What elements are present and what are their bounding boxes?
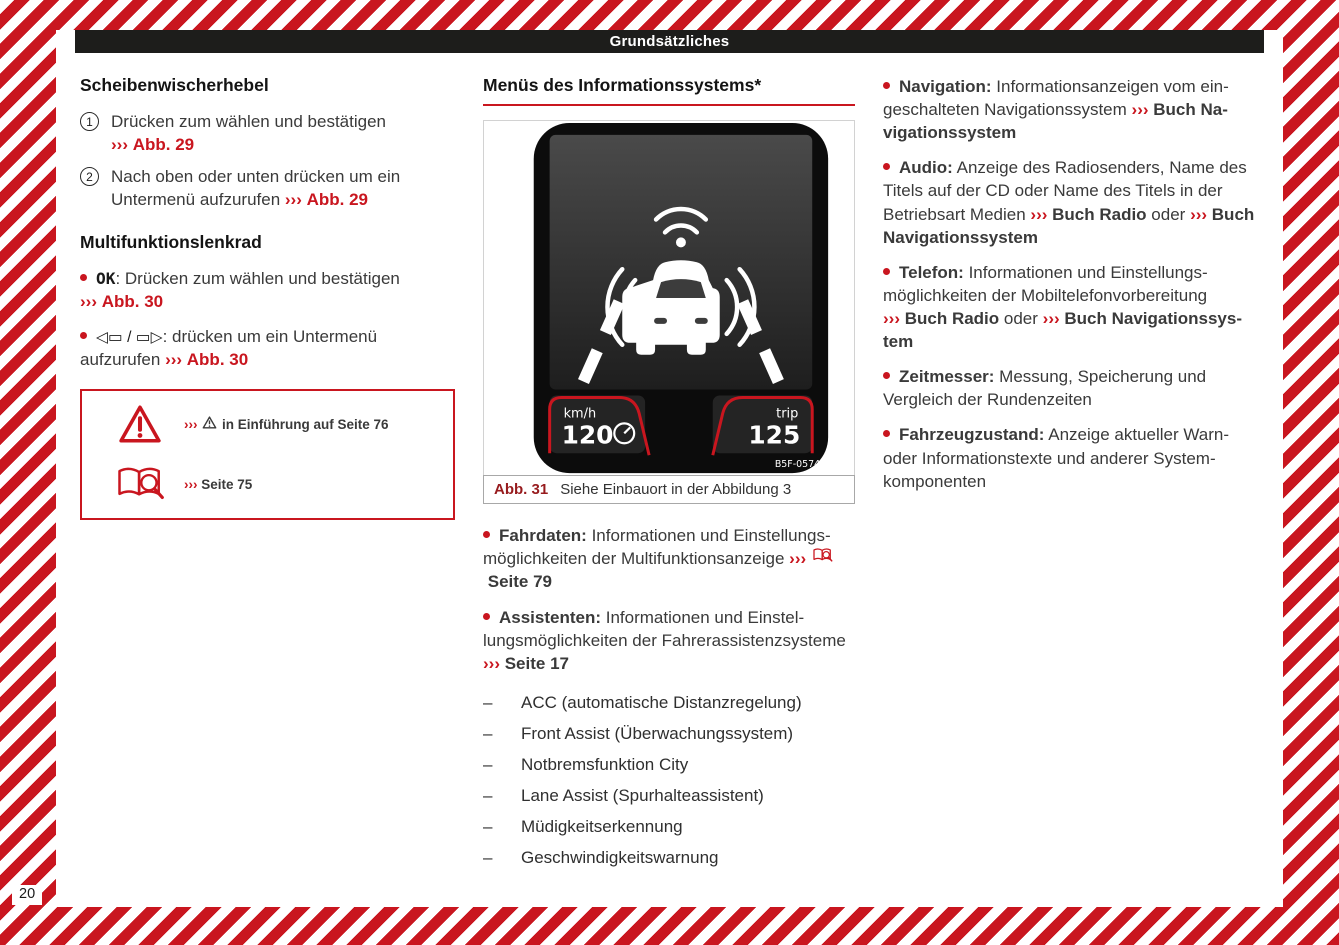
assistant-systems-list xyxy=(483,691,855,870)
bullet-icon xyxy=(883,430,890,437)
text-segment: Buch Navigationssystem xyxy=(883,204,1255,247)
text-segment: ››› xyxy=(184,416,202,432)
dash-item-text: Lane Assist (Spurhalteassistent) xyxy=(521,786,764,806)
text-segment: oder xyxy=(1146,204,1191,224)
dash-list-item xyxy=(483,846,855,869)
dash-icon: – xyxy=(483,723,493,743)
page-header xyxy=(75,30,1264,53)
bullet-item xyxy=(483,606,855,675)
instrument-cluster-graphic xyxy=(484,121,854,475)
column-left xyxy=(80,75,455,878)
text-segment: ››› Abb. 29 xyxy=(111,135,195,155)
bullet-icon xyxy=(883,82,890,89)
text-segment: Zeitmesser: xyxy=(899,367,995,387)
text-segment: Audio: xyxy=(899,158,953,178)
bullet-item xyxy=(883,261,1257,353)
reference-note-box xyxy=(80,389,455,520)
text-segment: in Einführung auf Seite 76 xyxy=(218,416,389,432)
speed-unit-label: km/h xyxy=(563,406,597,422)
page-title: Grundsätzliches xyxy=(609,33,730,50)
bullet-icon xyxy=(80,274,87,281)
text-segment: ››› xyxy=(883,308,905,328)
radar-dot xyxy=(676,237,686,247)
step-number-badge: 1 xyxy=(80,112,99,131)
text-segment: ››› xyxy=(1131,100,1154,120)
bullet-list-steering-wheel xyxy=(80,267,455,372)
text-segment: ››› xyxy=(789,549,811,569)
column-right xyxy=(883,75,1257,878)
numbered-step-list xyxy=(80,110,455,211)
text-segment: ◁▭ / ▭▷ xyxy=(96,328,163,346)
text-segment: ››› xyxy=(483,653,505,673)
text-segment: ››› Abb. 29 xyxy=(284,190,368,210)
bullet-icon xyxy=(80,332,87,339)
text-segment: Seite 17 xyxy=(504,653,569,673)
note-icon-cell xyxy=(96,404,184,444)
dash-list-item xyxy=(483,691,855,714)
text-segment: Nach oben oder unten drücken um ein Untermenü aufzurufen xyxy=(111,167,401,210)
section-heading-scheibenwischerhebel: Scheibenwischerhebel xyxy=(80,75,269,95)
dash-item-text: Geschwindigkeitswarnung xyxy=(521,848,719,868)
bullet-icon xyxy=(483,531,490,538)
dash-item-text: Müdigkeitserkennung xyxy=(521,817,683,837)
bullet-item xyxy=(80,325,455,371)
text-segment: Seite 79 xyxy=(487,572,552,592)
page-number: 20 xyxy=(12,885,42,905)
text-segment: ››› xyxy=(1190,204,1212,224)
text-segment: Drücken zum wählen und bestätigen xyxy=(111,112,386,132)
dash-icon: – xyxy=(483,848,493,868)
note-row xyxy=(96,464,439,505)
text-segment: Seite 75 xyxy=(201,477,253,492)
bullet-item xyxy=(483,524,855,593)
text-segment: Buch Navigationssystem xyxy=(883,308,1242,352)
step-number-badge: 2 xyxy=(80,167,99,186)
text-segment: ››› xyxy=(184,477,202,492)
text-segment: ››› Abb. 30 xyxy=(165,350,249,370)
text-segment: ››› xyxy=(1042,308,1065,328)
page xyxy=(56,30,1283,907)
book-search-icon xyxy=(115,464,165,505)
bullet-icon xyxy=(883,372,890,379)
text-segment: Messung, Speicherung und Vergleich der Rundenzeiten xyxy=(883,367,1207,410)
text-segment: Anzeige des Radiosenders, Name des Titels auf der CD oder Name des Titels in der Betriebsart Medien xyxy=(883,158,1247,224)
text-segment: : drücken um ein Untermenü aufzurufen xyxy=(80,326,378,370)
dash-list-item xyxy=(483,815,855,838)
figure-caption xyxy=(483,475,855,504)
section-heading-multifunktionslenkrad: Multifunktionslenkrad xyxy=(80,231,262,252)
trip-value: 125 xyxy=(748,420,801,450)
warning-triangle-icon xyxy=(118,404,162,444)
book-search-small-icon xyxy=(812,547,833,564)
column-middle xyxy=(483,75,855,878)
bullet-list-menu-items xyxy=(883,75,1257,493)
bullet-item xyxy=(883,423,1257,492)
text-segment: Buch Radio xyxy=(1052,204,1147,224)
text-segment: Informationsanzeigen vom eingeschalteten Navigationssystem xyxy=(883,77,1229,120)
dash-item-text: ACC (automatische Distanzregelung) xyxy=(521,692,802,712)
text-segment: Buch Radio xyxy=(904,308,1000,328)
dash-item-text: Notbremsfunktion City xyxy=(521,755,689,775)
bullet-icon xyxy=(483,613,490,620)
note-text xyxy=(184,476,252,494)
bullet-icon xyxy=(883,268,890,275)
text-segment: Assistenten: xyxy=(499,607,602,627)
step-text xyxy=(111,165,455,211)
text-segment: : Drücken zum wählen und bestätigen xyxy=(115,268,400,288)
bullet-item xyxy=(883,156,1257,248)
section-heading-menues: Menüs des Informationssystems* xyxy=(483,75,855,106)
figure-instrument-cluster xyxy=(483,120,855,475)
dash-item-text: Front Assist (Überwachungssystem) xyxy=(521,723,794,743)
text-segment: ››› Abb. 30 xyxy=(80,291,164,311)
trip-label: trip xyxy=(776,406,799,422)
warning-small-icon xyxy=(202,416,217,429)
numbered-step xyxy=(80,110,455,156)
step-text xyxy=(111,110,455,156)
speed-value: 120 xyxy=(561,420,614,450)
text-segment: Buch Navigationssystem xyxy=(883,100,1228,143)
text-segment: OK xyxy=(96,268,116,288)
text-segment: oder xyxy=(999,308,1043,328)
bullet-icon xyxy=(883,163,890,170)
figure-caption-label: Abb. 31 xyxy=(494,481,549,499)
bullet-item xyxy=(883,365,1257,411)
dash-icon: – xyxy=(483,786,493,806)
bullet-item xyxy=(883,75,1257,144)
text-segment: Informationen und Einstellungsmöglichkeiten der Multifunktionsanzeige xyxy=(483,526,831,569)
note-icon-cell xyxy=(96,464,184,505)
note-text xyxy=(184,416,389,434)
dash-list-item xyxy=(483,753,855,776)
note-row xyxy=(96,404,439,444)
text-segment: Navigation: xyxy=(899,77,992,96)
text-segment: Telefon: xyxy=(899,262,964,282)
text-segment: Fahrdaten: xyxy=(499,526,587,546)
content-columns xyxy=(80,75,1257,878)
text-segment: Anzeige aktueller Warn- oder Informationstexte und anderer Systemkomponenten xyxy=(883,425,1230,491)
text-segment: ››› xyxy=(1030,204,1053,224)
dash-icon: – xyxy=(483,755,493,775)
dash-icon: – xyxy=(483,692,493,712)
dash-icon: – xyxy=(483,817,493,837)
text-segment: Informationen und Einstellungsmöglichkeiten der Mobiltelefonvorbereitung xyxy=(883,262,1208,305)
bullet-item xyxy=(80,267,455,313)
dash-list-item xyxy=(483,784,855,807)
text-segment: Informationen und Einstellungsmöglichkeiten der Fahrerassistenzsysteme xyxy=(483,607,846,650)
numbered-step xyxy=(80,165,455,211)
figure-caption-text: Siehe Einbauort in der Abbildung 3 xyxy=(560,481,792,499)
text-segment: Fahrzeugzustand: xyxy=(899,425,1045,445)
image-code: B5F-0574 xyxy=(774,459,821,471)
bullet-list-menus xyxy=(483,524,855,675)
dash-list-item xyxy=(483,722,855,745)
